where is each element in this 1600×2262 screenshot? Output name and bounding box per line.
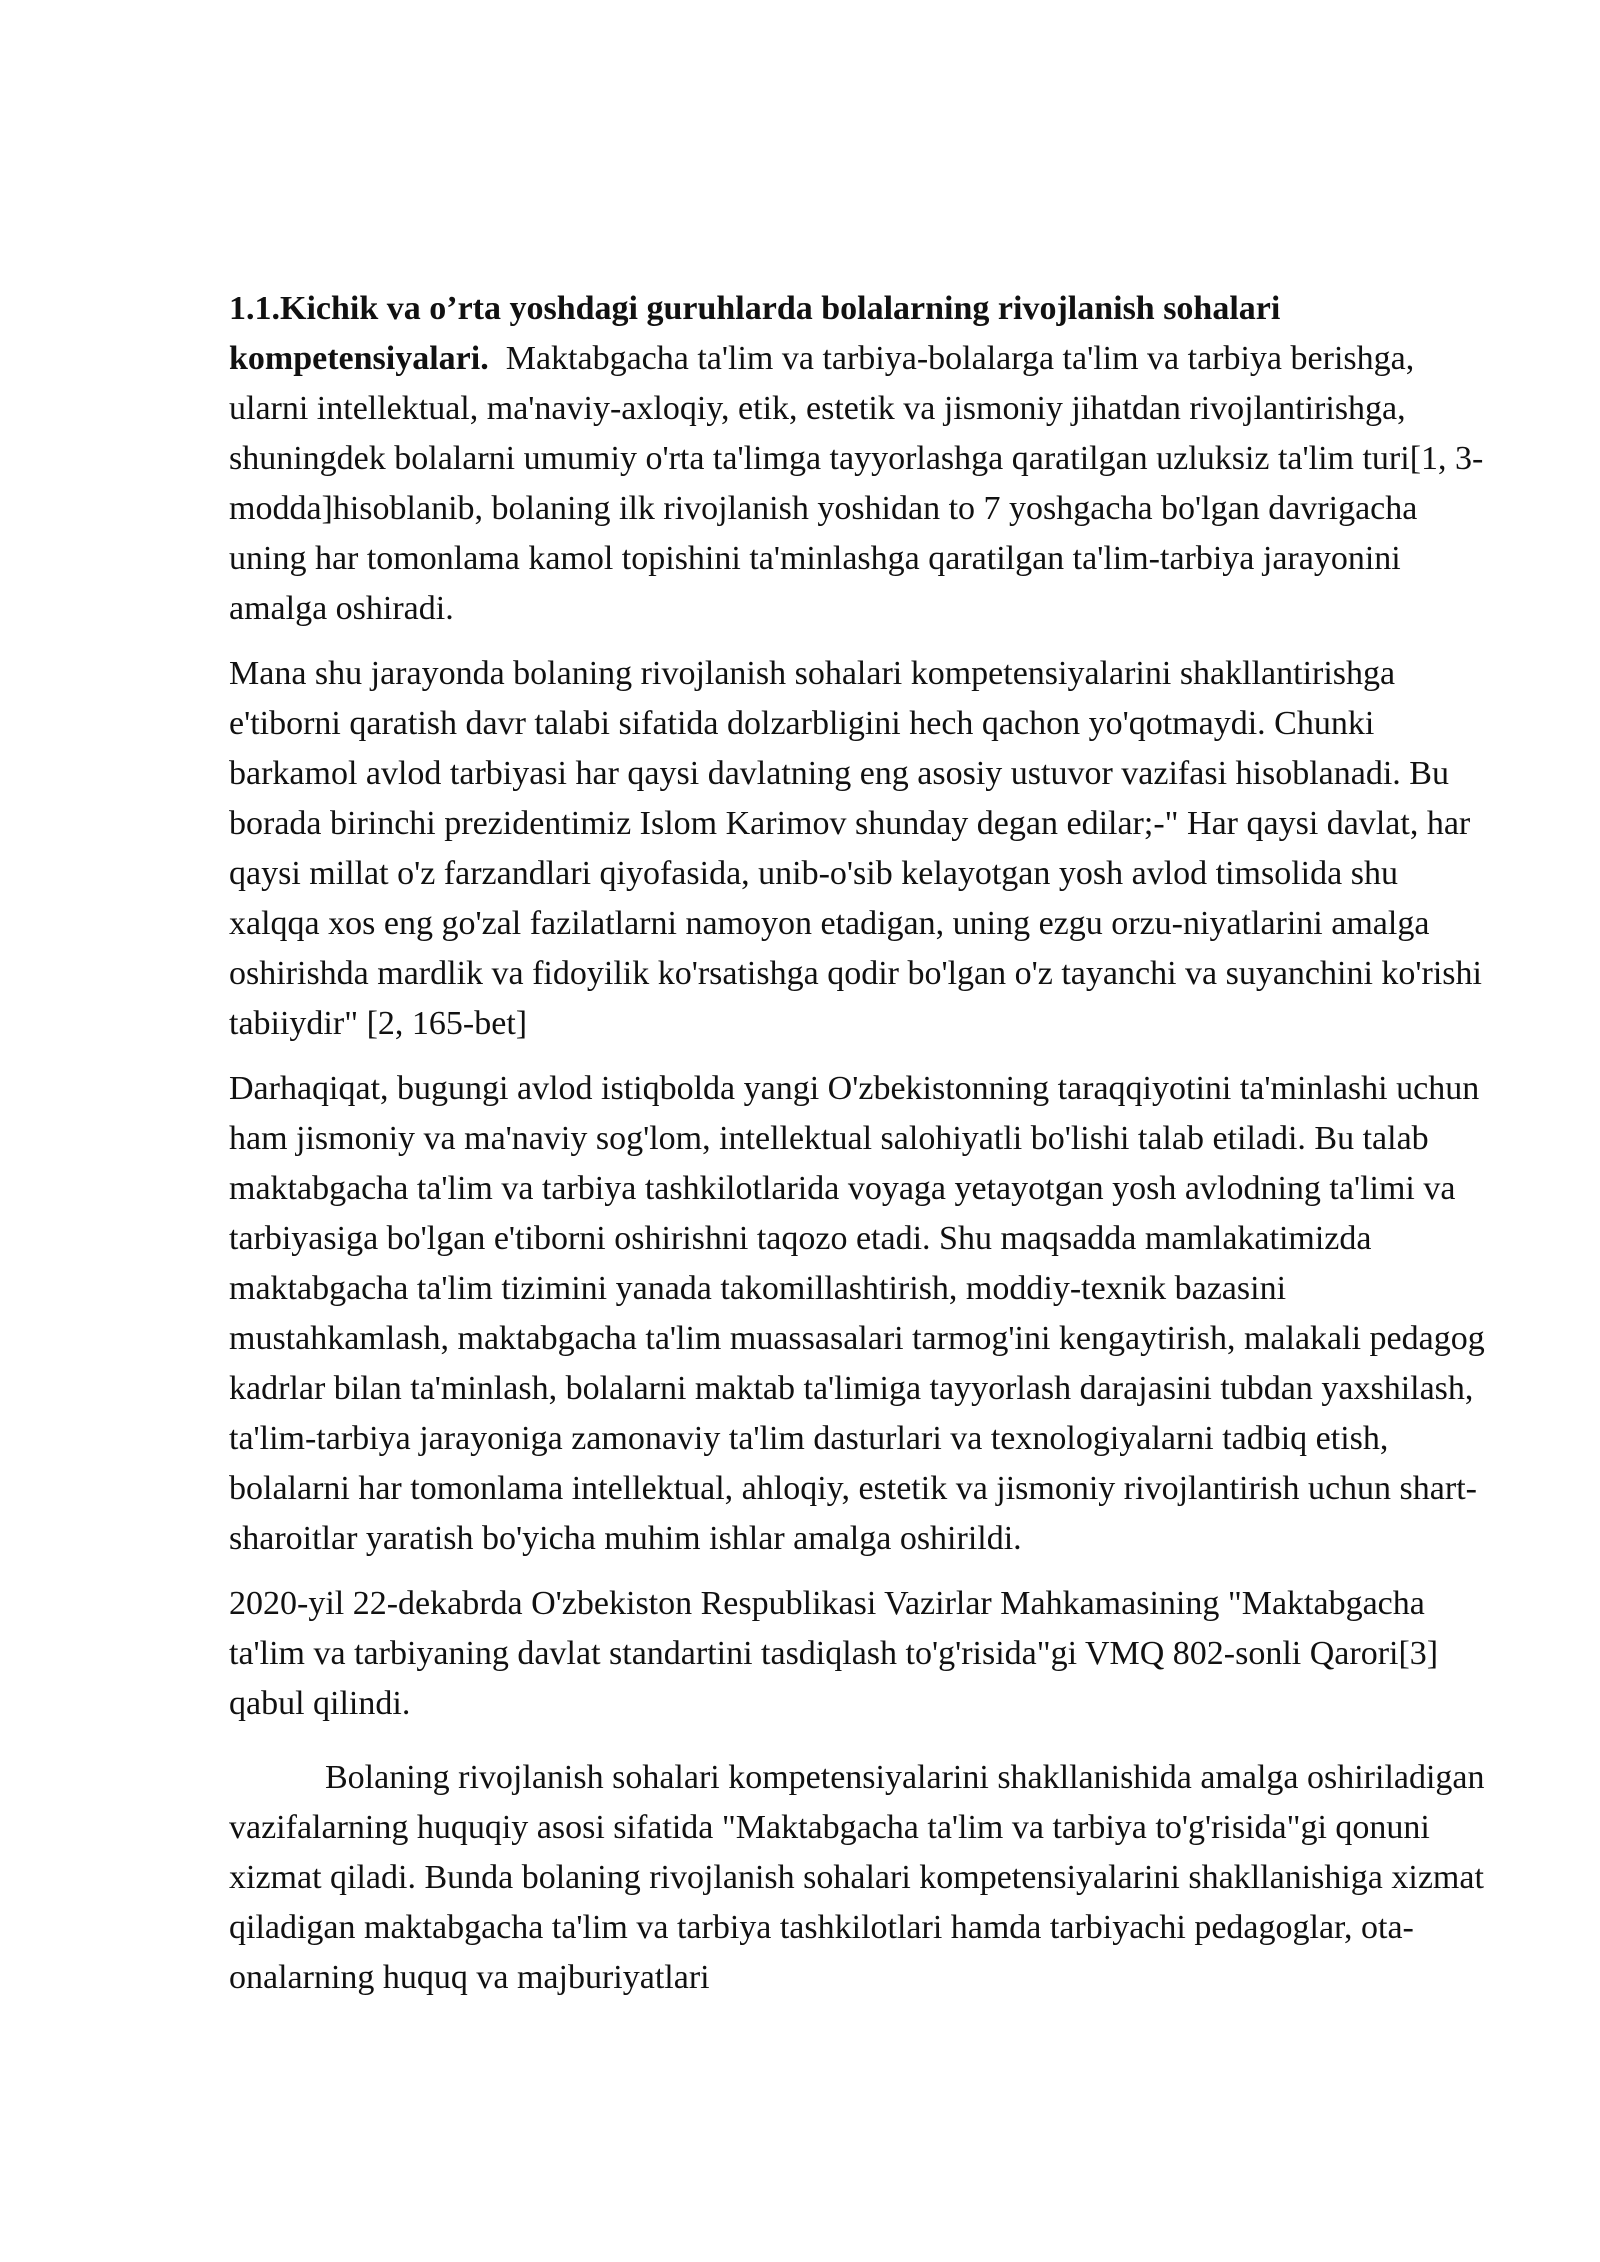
paragraph-intro-text: Maktabgacha ta'lim va tarbiya-bolalarga ta'lim va tarbiya berishga, ularni intellektual, ma'naviy-axloqiy, etik, estetik va jismoniy jihatdan rivojlantirishga, shuningdek bolalarni umumiy o'rta ta'limga tayyorlashga qaratilgan uzluksiz ta'lim turi[1, 3-modda]hisoblanib, bolaning ilk rivojlanish yoshidan to 7 yoshgacha bo'lgan davrigacha uning har tomonlama kamol topishini ta'minlashga qaratilgan ta'lim-tarbiya jarayonini amalga oshiradi. xyxy=(229,340,1484,627)
paragraph-3: Darhaqiqat, bugungi avlod istiqbolda yangi O'zbekistonning taraqqiyotini ta'minlashi uchun ham jismoniy va ma'naviy sog'lom, intellektual salohiyatli bo'lishi talab etiladi. Bu talab maktabgacha ta'lim va tarbiya tashkilotlarida voyaga yetayotgan yosh avlodning ta'limi va tarbiyasiga bo'lgan e'tiborni oshirishni taqozo etadi. Shu maqsadda mamlakatimizda maktabgacha ta'lim tizimini yanada takomillashtirish, moddiy-texnik bazasini mustahkamlash, maktabgacha ta'lim muassasalari tarmog'ini kengaytirish, malakali pedagog kadrlar bilan ta'minlash, bolalarni maktab ta'limiga tayyorlash darajasini tubdan yaxshilash, ta'lim-tarbiya jarayoniga zamonaviy ta'lim dasturlari va texnologiyalarni tadbiq etish, bolalarni har tomonlama intellektual, ahloqiy, estetik va jismoniy rivojlantirish uchun shart-sharoitlar yaratish bo'yicha muhim ishlar amalga oshirildi. xyxy=(229,1070,1485,1557)
paragraph-2: Mana shu jarayonda bolaning rivojlanish sohalari kompetensiyalarini shakllantirishga e'tiborni qaratish davr talabi sifatida dolzarbligini hech qachon yo'qotmaydi. Chunki barkamol avlod tarbiyasi har qaysi davlatning eng asosiy ustuvor vazifasi hisoblanadi. Bu borada birinchi prezidentimiz Islom Karimov shunday degan edilar;-" Har qaysi davlat, har qaysi millat o'z farzandlari qiyofasida, unib-o'sib kelayotgan yosh avlod timsolida shu xalqqa xos eng go'zal fazilatlarni namoyon etadigan, uning ezgu orzu-niyatlarini amalga oshirishda mardlik va fidoyilik ko'rsatishga qodir bo'lgan o'z tayanchi va suyanchini ko'rishi tabiiydir" [2, 165-bet] xyxy=(229,655,1482,1042)
document-page xyxy=(229,284,1491,2018)
section-heading: 1.1.Kichik va o’rta yoshdagi guruhlarda bolalarning rivojlanish sohalari kompetensiyalari. xyxy=(229,290,1281,377)
paragraph-intro xyxy=(229,284,1491,634)
paragraph-5: Bolaning rivojlanish sohalari kompetensiyalarini shakllanishida amalga oshiriladigan vazifalarning huquqiy asosi sifatida "Maktabgacha ta'lim va tarbiya to'g'risida"gi qonuni xizmat qiladi. Bunda bolaning rivojlanish sohalari kompetensiyalarini shakllanishiga xizmat qiladigan maktabgacha ta'lim va tarbiya tashkilotlari hamda tarbiyachi pedagoglar, ota-onalarning huquq va majburiyatlari xyxy=(229,1759,1485,1996)
paragraph-4: 2020-yil 22-dekabrda O'zbekiston Respublikasi Vazirlar Mahkamasining "Maktabgacha ta'lim va tarbiyaning davlat standartini tasdiqlash to'g'risida"gi VMQ 802-sonli Qarori[3] qabul qilindi. xyxy=(229,1585,1439,1722)
